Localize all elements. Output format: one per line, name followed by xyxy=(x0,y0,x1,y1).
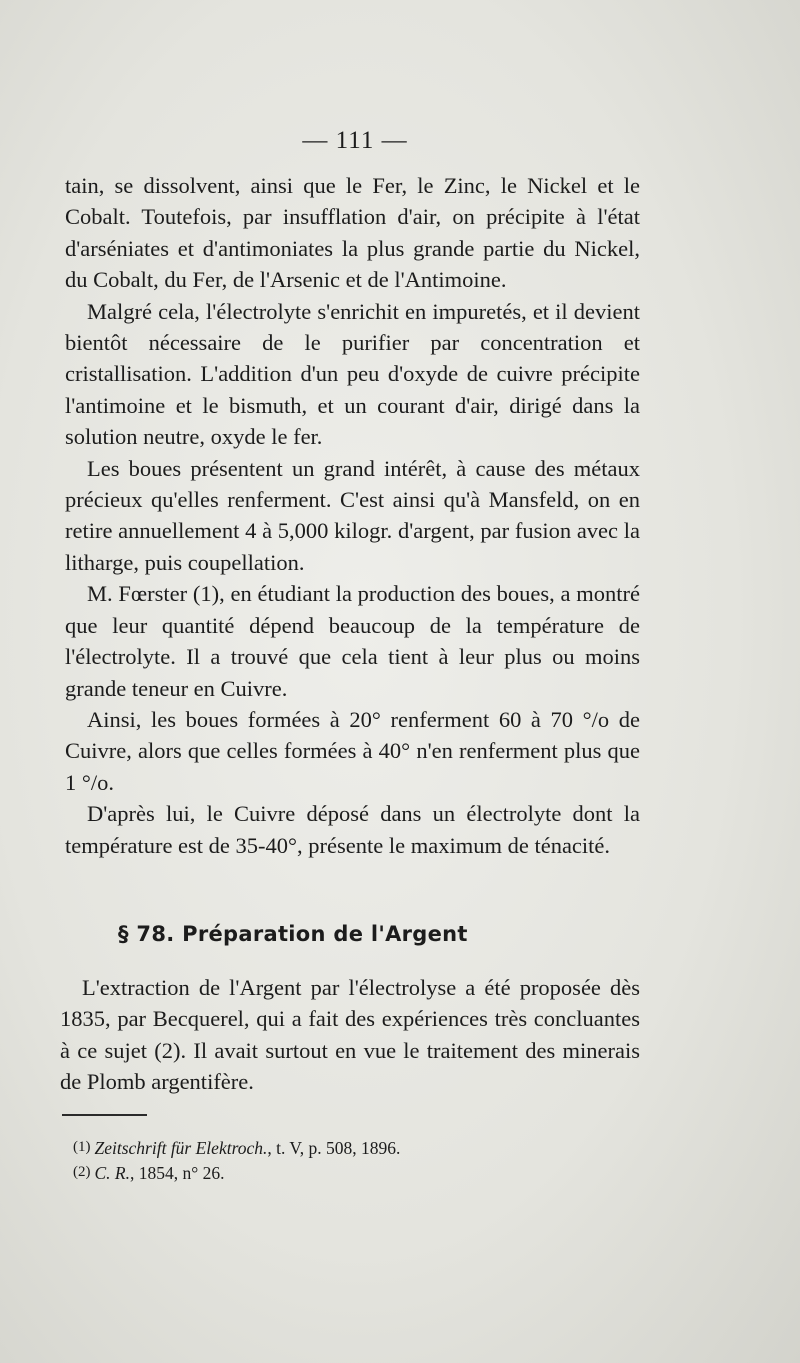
page-number: — 111 — xyxy=(302,127,408,154)
footnote-mark: (2) xyxy=(73,1164,91,1180)
paragraph: Malgré cela, l'électrolyte s'enrichit en impuretés, et il devient bientôt nécessaire de le purifier par concentration et cristallisation. L'addition d'un peu d'oxyde de cuivre précipite l'antimoine et le bismuth, et un courant d'air, dirigé dans la solution neutre, oxyde le fer. xyxy=(65,298,640,450)
footnote-mark: (1) xyxy=(73,1139,91,1155)
footnote-title: C. R. xyxy=(94,1163,130,1183)
body-text xyxy=(65,170,640,861)
footnote-reference: , t. V, p. 508, 1896. xyxy=(267,1138,401,1158)
section-heading: § 78. Préparation de l'Argent xyxy=(118,922,468,946)
paragraph: Les boues présentent un grand intérêt, à cause des métaux précieux qu'elles renferment. C'est ainsi qu'à Mansfeld, on en retire annuellement 4 à 5,000 kilogr. d'argent, par fusion avec la litharge, puis coupellation. xyxy=(65,455,640,575)
paragraph: Ainsi, les boues formées à 20° renferment 60 à 70 °/o de Cuivre, alors que celles formées à 40° n'en renferment plus que 1 °/o. xyxy=(65,706,640,795)
paragraph: D'après lui, le Cuivre déposé dans un électrolyte dont la température est de 35-40°, présente le maximum de ténacité. xyxy=(65,801,640,858)
footnote-divider xyxy=(62,1114,147,1116)
footnote-title: Zeitschrift für Elektroch. xyxy=(94,1138,268,1158)
footnote xyxy=(73,1135,633,1160)
footnote-reference: , 1854, n° 26. xyxy=(130,1163,225,1183)
footnote xyxy=(73,1160,633,1185)
section-text xyxy=(60,972,640,1098)
paragraph: L'extraction de l'Argent par l'électrolyse a été proposée dès 1835, par Becquerel, qui a fait des expériences très concluantes à ce sujet (2). Il avait surtout en vue le traitement des minerais de Plomb argentifère. xyxy=(60,975,640,1095)
footnotes xyxy=(73,1135,633,1185)
paragraph: tain, se dissolvent, ainsi que le Fer, le Zinc, le Nickel et le Cobalt. Toutefois, par insufflation d'air, on précipite à l'état d'arséniates et d'antimoniates la plus grande partie du Nickel, du Cobalt, du Fer, de l'Arsenic et de l'Antimoine. xyxy=(65,173,640,293)
paragraph: M. Fœrster (1), en étudiant la production des boues, a montré que leur quantité dépend beaucoup de la température de l'électrolyte. Il a trouvé que cela tient à leur plus ou moins grande teneur en Cuivre. xyxy=(65,581,640,701)
